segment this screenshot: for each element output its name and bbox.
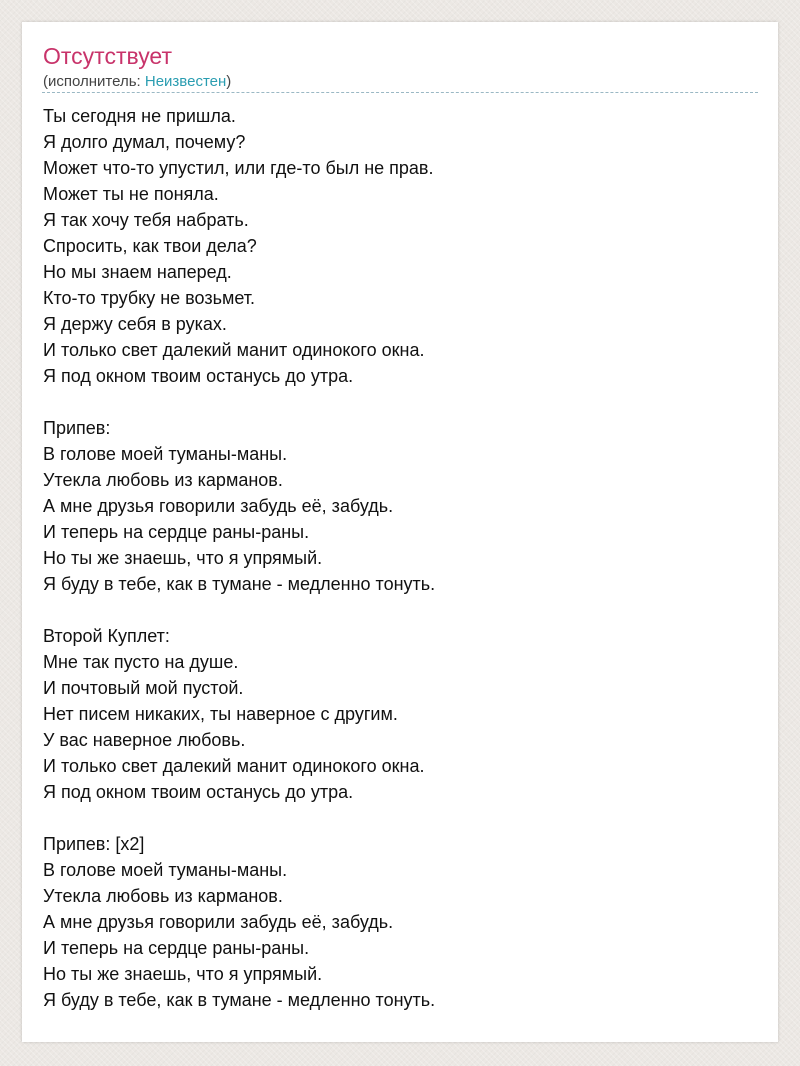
lyric-line: Я под окном твоим останусь до утра. [43, 782, 354, 802]
lyric-line: Утекла любовь из карманов. [43, 470, 283, 490]
lyric-line: Может ты не поняла. [43, 184, 219, 204]
section-label: Припев: [x2] [43, 834, 145, 854]
lyric-line: Ты сегодня не пришла. [43, 106, 236, 126]
lyric-line: И почтовый мой пустой. [43, 678, 244, 698]
lyric-line: Кто-то трубку не возьмет. [43, 288, 256, 308]
lyric-line: И теперь на сердце раны-раны. [43, 522, 310, 542]
lyric-line: Я держу себя в руках. [43, 314, 227, 334]
lyrics-text [43, 103, 759, 1013]
lyrics-card [22, 22, 778, 1042]
lyric-line: А мне друзья говорили забудь её, забудь. [43, 912, 394, 932]
stanza-gap [43, 805, 759, 831]
lyric-line: Я долго думал, почему? [43, 132, 246, 152]
artist-suffix: ) [226, 73, 232, 90]
lyric-line: В голове моей туманы-маны. [43, 860, 288, 880]
artist-link[interactable]: Неизвестен [144, 73, 227, 90]
lyric-line: И только свет далекий манит одинокого окна. [43, 340, 425, 360]
song-title: Отсутствует [43, 43, 172, 69]
lyric-line: Я под окном твоим останусь до утра. [43, 366, 354, 386]
lyric-line: Я так хочу тебя набрать. [43, 210, 249, 230]
lyric-line: Спросить, как твои дела? [43, 236, 257, 256]
lyric-line: Утекла любовь из карманов. [43, 886, 283, 906]
lyric-line: У вас наверное любовь. [43, 730, 246, 750]
lyric-line: Мне так пусто на душе. [43, 652, 239, 672]
artist-prefix: (исполнитель: [43, 73, 145, 90]
stanza-gap [43, 389, 759, 415]
lyric-line: Нет писем никаких, ты наверное с другим. [43, 704, 398, 724]
lyric-line: А мне друзья говорили забудь её, забудь. [43, 496, 394, 516]
lyric-line: Но ты же знаешь, что я упрямый. [43, 548, 323, 568]
title-divider [42, 92, 758, 93]
section-label: Припев: [43, 418, 111, 438]
lyric-line: И теперь на сердце раны-раны. [43, 938, 310, 958]
lyric-line: И только свет далекий манит одинокого окна. [43, 756, 425, 776]
stanza-gap [43, 597, 759, 623]
lyric-line: Но ты же знаешь, что я упрямый. [43, 964, 323, 984]
lyric-line: Может что-то упустил, или где-то был не прав. [43, 158, 434, 178]
lyric-line: Но мы знаем наперед. [43, 262, 232, 282]
section-label: Второй Куплет: [43, 626, 170, 646]
lyric-line: В голове моей туманы-маны. [43, 444, 288, 464]
lyric-line: Я буду в тебе, как в тумане - медленно тонуть. [43, 574, 436, 594]
artist-line [43, 72, 231, 92]
lyric-line: Я буду в тебе, как в тумане - медленно тонуть. [43, 990, 436, 1010]
